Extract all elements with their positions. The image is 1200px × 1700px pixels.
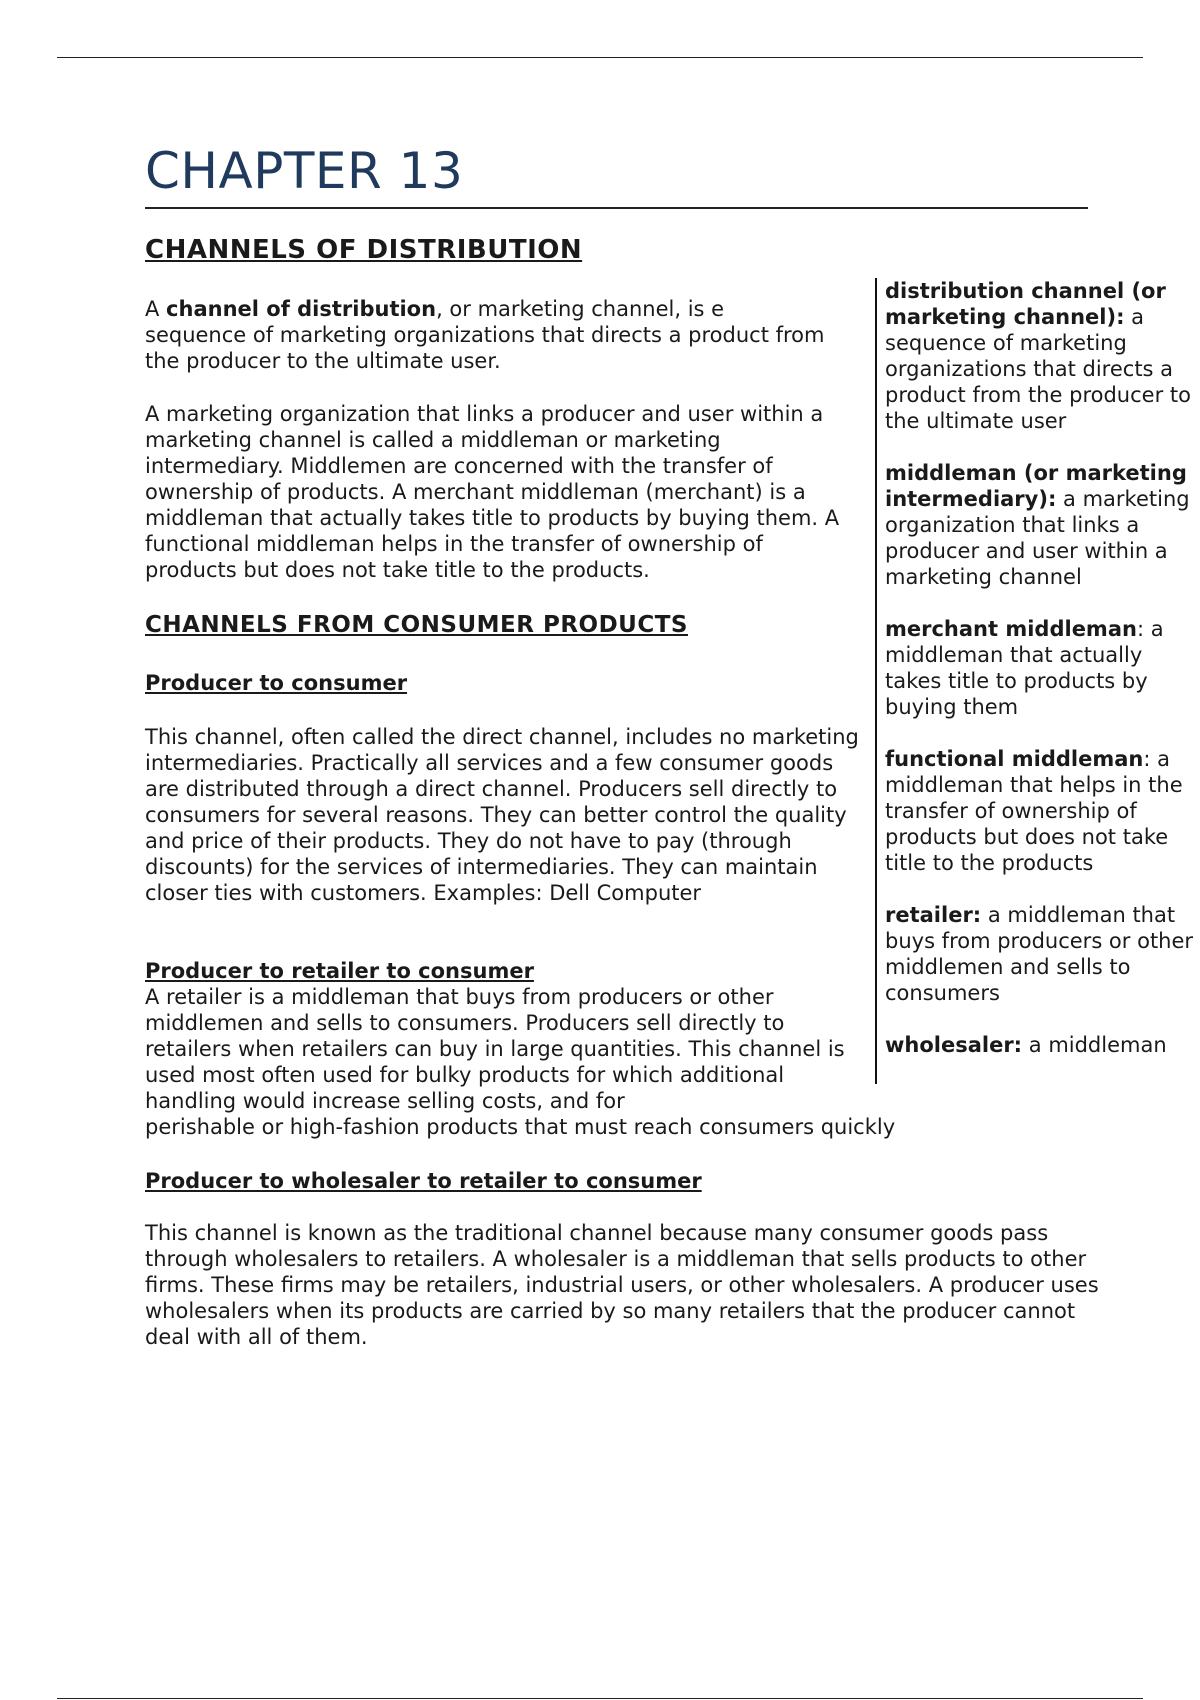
glossary-entry-middleman xyxy=(885,460,1200,590)
glossary-entry-retailer xyxy=(885,902,1200,1006)
subheading-producer-to-consumer: Producer to consumer xyxy=(145,671,408,695)
glossary-definition: : a middleman that helps in the transfer of ownership of products but does not take title to the products xyxy=(885,747,1183,875)
glossary-term: retailer: xyxy=(885,903,982,927)
intro-term: channel of distribution xyxy=(166,297,437,321)
intermediary-paragraph: A marketing organization that links a producer and user within a marketing channel is called a middleman or marketing intermediary. Middlemen are concerned with the transfer of ownership of products. A merchant middleman (merchant) is a middleman that actually takes title to products by buying them. A functional middleman helps in the transfer of ownership of products but does not take title to the products. xyxy=(145,402,840,582)
section-heading-consumer-products: CHANNELS FROM CONSUMER PRODUCTS xyxy=(145,612,688,638)
direct-channel-paragraph: This channel, often called the direct channel, includes no marketing intermediaries. Practically all services and a few consumer goods are distributed through a direct channel. Producers sell directly to consumers for several reasons. They can better control the quality and price of their products. They do not have to pay (through discounts) for the services of intermediaries. They can maintain closer ties with customers. Examples: Dell Computer xyxy=(145,725,859,905)
glossary-definition: : a middleman that actually takes title to products by buying them xyxy=(885,617,1164,719)
glossary-definition: a marketing organization that links a producer and user within a marketing channel xyxy=(885,487,1190,589)
glossary-entry-merchant-middleman xyxy=(885,616,1200,720)
glossary-term: functional middleman xyxy=(885,747,1144,771)
glossary-term: middleman (or marketing intermediary): xyxy=(885,461,1187,511)
glossary-entry-distribution-channel xyxy=(885,278,1200,434)
glossary-definition: a middleman xyxy=(1022,1033,1167,1057)
intro-rest: , or marketing channel, is e sequence of marketing organizations that directs a product from the producer to the ultimate user. xyxy=(145,297,825,373)
retailer-channel-paragraph: A retailer is a middleman that buys from producers or other middlemen and sells to consumers. Producers sell directly to retailers when retailers can buy in large quantities. This channel is used most often used for bulky products for which additional handling would increase selling costs, and for xyxy=(145,985,845,1113)
chapter-title-rule xyxy=(145,207,1088,209)
glossary-term: distribution channel (or marketing channel): xyxy=(885,279,1166,329)
glossary-term: wholesaler: xyxy=(885,1033,1023,1057)
section-heading-channels: CHANNELS OF DISTRIBUTION xyxy=(145,235,583,265)
glossary-definition: a middleman that buys from producers or other middlemen and sells to consumers xyxy=(885,903,1194,1005)
traditional-channel-paragraph: This channel is known as the traditional channel because many consumer goods pass through wholesalers to retailers. A wholesaler is a middleman that sells products to other firms. These firms may be retailers, industrial users, or other wholesalers. A producer uses wholesalers when its products are carried by so many retailers that the producer cannot deal with all of them. xyxy=(145,1221,1099,1349)
subheading-wholesaler-channel: Producer to wholesaler to retailer to consumer xyxy=(145,1169,702,1193)
glossary-term: merchant middleman xyxy=(885,617,1137,641)
page-bottom-rule xyxy=(57,1698,1143,1699)
glossary-sidebar xyxy=(875,278,1200,1084)
intro-paragraph xyxy=(145,296,825,374)
glossary-definition: a sequence of marketing organizations that directs a product from the producer to the ultimate user xyxy=(885,305,1191,433)
glossary-entry-wholesaler xyxy=(885,1032,1200,1058)
page-top-rule xyxy=(57,57,1143,58)
retailer-channel-paragraph-end: perishable or high-fashion products that must reach consumers quickly xyxy=(145,1115,896,1139)
subheading-producer-retailer-consumer: Producer to retailer to consumer xyxy=(145,959,534,983)
chapter-title: CHAPTER 13 xyxy=(145,142,464,200)
intro-lead: A xyxy=(145,297,167,321)
glossary-entry-functional-middleman xyxy=(885,746,1200,876)
